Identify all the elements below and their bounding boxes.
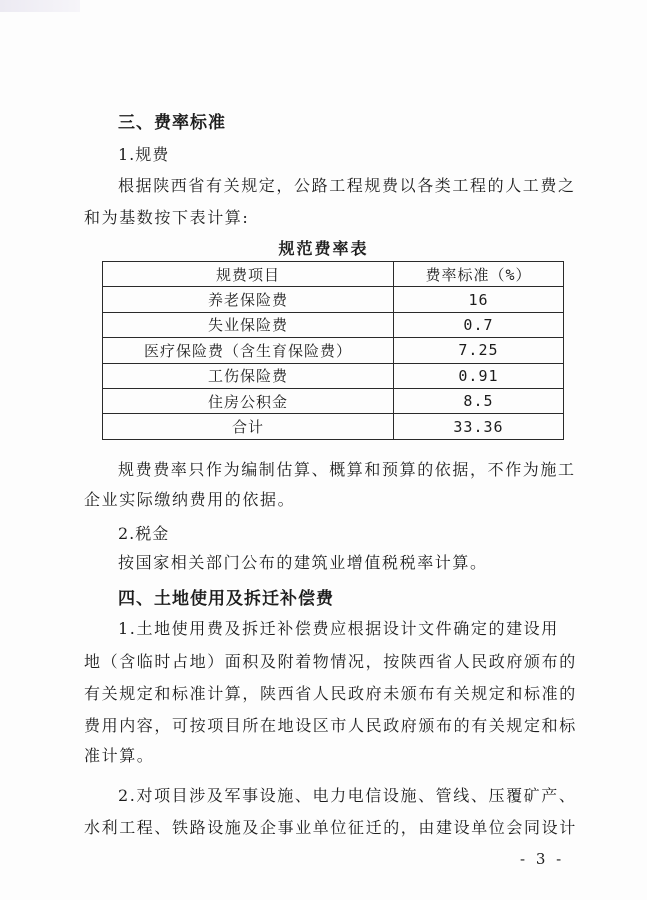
subheading-fees: 1.规费: [118, 145, 170, 164]
table-cell-item: 合计: [103, 414, 394, 439]
paragraph-line: 规费费率只作为编制估算、概算和预算的依据，不作为施工: [118, 460, 576, 479]
table-cell-rate: 0.91: [393, 363, 563, 388]
paragraph-line: 费用内容，可按项目所在地设区市人民政府颁布的有关规定和标: [84, 716, 577, 735]
table-header-cell: 规费项目: [103, 262, 394, 287]
table-cell-rate: 0.7: [393, 312, 563, 337]
table-cell-rate: 33.36: [393, 414, 563, 439]
table-cell-item: 医疗保险费（含生育保险费）: [103, 338, 394, 363]
paragraph-line: 水利工程、铁路设施及企事业单位征迁的，由建设单位会同设计: [84, 818, 577, 837]
paragraph-line: 1.土地使用费及拆迁补偿费应根据设计文件确定的建设用: [118, 619, 559, 638]
table-cell-item: 工伤保险费: [103, 363, 394, 388]
fee-rate-table: [102, 261, 564, 440]
subheading-tax: 2.税金: [118, 524, 170, 543]
paragraph-line: 和为基数按下表计算:: [84, 208, 250, 227]
table-row: [103, 363, 564, 388]
table-title: 规范费率表: [278, 239, 369, 258]
table-row: [103, 287, 564, 312]
paragraph-line: 地（含临时占地）面积及附着物情况，按陕西省人民政府颁布的: [84, 652, 577, 671]
table-cell-item: 养老保险费: [103, 287, 394, 312]
paragraph-line: 企业实际缴纳费用的依据。: [84, 490, 296, 509]
page-number: - 3 -: [520, 850, 565, 868]
table-header-row: [103, 262, 564, 287]
paragraph-line: 2.对项目涉及军事设施、电力电信设施、管线、压覆矿产、: [118, 786, 577, 805]
table-cell-item: 住房公积金: [103, 388, 394, 413]
table-row: [103, 312, 564, 337]
paragraph-line: 准计算。: [84, 746, 155, 765]
scan-mark: [0, 0, 80, 12]
section-heading-land-use: 四、土地使用及拆迁补偿费: [118, 589, 334, 609]
section-heading-fee-standard: 三、费率标准: [118, 113, 226, 133]
table-cell-item: 失业保险费: [103, 312, 394, 337]
paragraph-line: 按国家相关部门公布的建筑业增值税税率计算。: [118, 553, 488, 572]
table-row: [103, 388, 564, 413]
table-cell-rate: 8.5: [393, 388, 563, 413]
table-cell-rate: 7.25: [393, 338, 563, 363]
paragraph-line: 根据陕西省有关规定，公路工程规费以各类工程的人工费之: [118, 176, 576, 195]
table-header-cell: 费率标准（%）: [393, 262, 563, 287]
paragraph-line: 有关规定和标准计算，陕西省人民政府未颁布有关规定和标准的: [84, 684, 577, 703]
table-row: [103, 338, 564, 363]
table-total-row: [103, 414, 564, 439]
table-cell-rate: 16: [393, 287, 563, 312]
